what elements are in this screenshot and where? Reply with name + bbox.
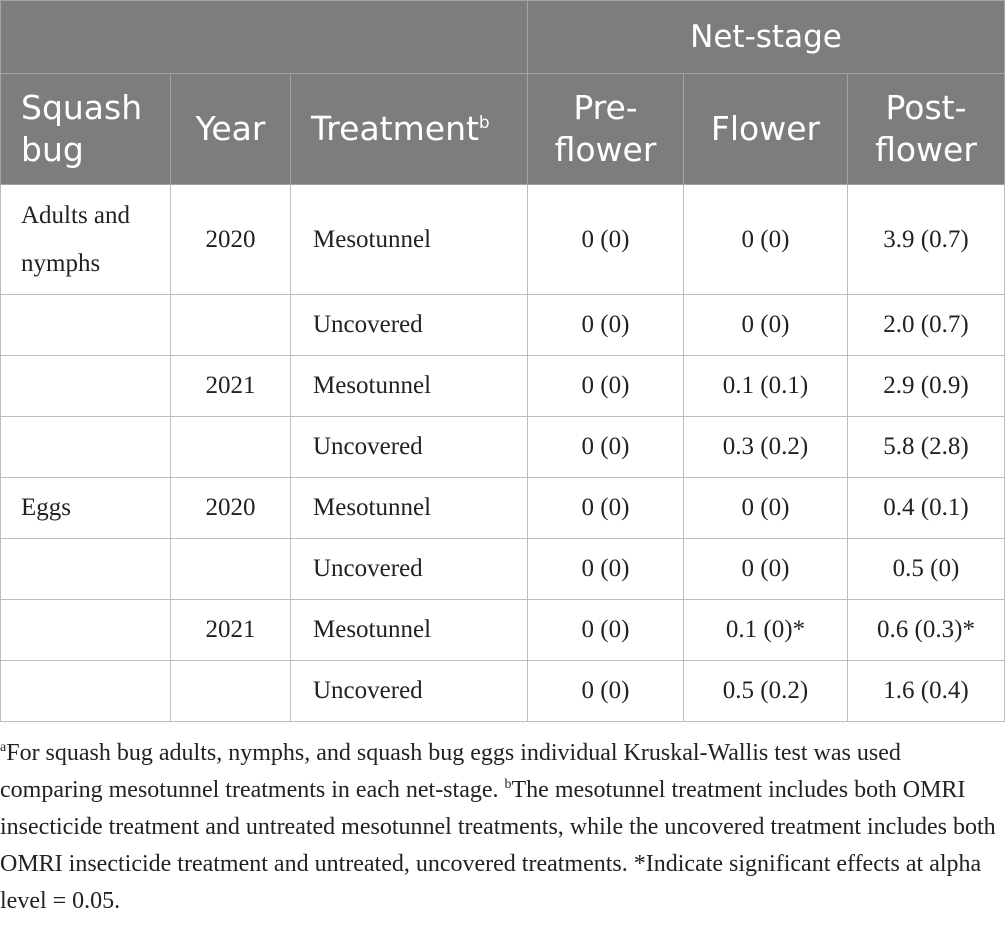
col-header-post-flower: Post-flower	[848, 74, 1005, 185]
footnote-a-marker: a	[0, 740, 7, 755]
cell-year: 2021	[171, 600, 291, 661]
col-header-treatment: Treatment$^b$	[291, 74, 528, 185]
header-band-row	[1, 1, 1005, 74]
cell-post-flower: 1.6 (0.4)	[848, 661, 1005, 722]
cell-year	[171, 295, 291, 356]
cell-treatment: Mesotunnel	[291, 185, 528, 295]
cell-treatment: Uncovered	[291, 661, 528, 722]
cell-pre-flower: 0 (0)	[528, 417, 684, 478]
table-footnote	[0, 735, 1000, 920]
cell-flower: 0 (0)	[684, 295, 848, 356]
cell-pre-flower: 0 (0)	[528, 356, 684, 417]
table-row	[1, 661, 1005, 722]
cell-flower: 0 (0)	[684, 539, 848, 600]
cell-squash-bug	[1, 356, 171, 417]
header-band-blank	[1, 1, 528, 74]
cell-year	[171, 661, 291, 722]
cell-squash-bug	[1, 539, 171, 600]
net-stage-header: Net-stage	[528, 1, 1005, 74]
cell-post-flower: 2.9 (0.9)	[848, 356, 1005, 417]
cell-post-flower: 0.5 (0)	[848, 539, 1005, 600]
cell-post-flower: 0.6 (0.3)*	[848, 600, 1005, 661]
cell-year: 2020	[171, 478, 291, 539]
table-row	[1, 478, 1005, 539]
cell-squash-bug	[1, 661, 171, 722]
cell-flower: 0.1 (0.1)	[684, 356, 848, 417]
cell-pre-flower: 0 (0)	[528, 539, 684, 600]
cell-year: 2020	[171, 185, 291, 295]
cell-squash-bug: Eggs	[1, 478, 171, 539]
cell-post-flower: 0.4 (0.1)	[848, 478, 1005, 539]
cell-pre-flower: 0 (0)	[528, 185, 684, 295]
cell-treatment: Uncovered	[291, 295, 528, 356]
cell-treatment: Mesotunnel	[291, 478, 528, 539]
cell-year: 2021	[171, 356, 291, 417]
cell-flower: 0 (0)	[684, 185, 848, 295]
cell-squash-bug	[1, 417, 171, 478]
footnote-b-text: The mesotunnel treatment includes both OMRI insecticide treatment and untreated mesotunnel treatments, while the uncovered treatment includes both OMRI insecticide treatment and untreated, uncovered treatments. *Indicate significant effects at alpha level = 0.05.	[0, 777, 996, 914]
table-row	[1, 356, 1005, 417]
cell-pre-flower: 0 (0)	[528, 478, 684, 539]
cell-flower: 0.1 (0)*	[684, 600, 848, 661]
cell-squash-bug: Adults and nymphs	[1, 185, 171, 295]
cell-treatment: Mesotunnel	[291, 356, 528, 417]
cell-post-flower: 2.0 (0.7)	[848, 295, 1005, 356]
cell-flower: 0.3 (0.2)	[684, 417, 848, 478]
cell-treatment: Uncovered	[291, 417, 528, 478]
cell-pre-flower: 0 (0)	[528, 600, 684, 661]
col-header-pre-flower: Pre-flower	[528, 74, 684, 185]
cell-squash-bug	[1, 600, 171, 661]
table-row	[1, 600, 1005, 661]
footnote-b-marker: b	[504, 777, 512, 792]
cell-treatment: Uncovered	[291, 539, 528, 600]
col-header-flower: Flower	[684, 74, 848, 185]
col-header-squash-bug: Squash bug	[1, 74, 171, 185]
cell-post-flower: 3.9 (0.7)	[848, 185, 1005, 295]
cell-treatment: Mesotunnel	[291, 600, 528, 661]
table-row	[1, 185, 1005, 295]
cell-year	[171, 417, 291, 478]
table-row	[1, 295, 1005, 356]
column-header-row	[1, 74, 1005, 185]
cell-squash-bug	[1, 295, 171, 356]
cell-pre-flower: 0 (0)	[528, 295, 684, 356]
table-row	[1, 539, 1005, 600]
treatment-footnote-marker: b	[478, 113, 490, 133]
cell-year	[171, 539, 291, 600]
col-header-year: Year	[171, 74, 291, 185]
footnote-a-text: For squash bug adults, nymphs, and squash bug eggs individual Kruskal-Wallis test was used comparing mesotunnel treatments in each net-stage.	[0, 740, 901, 803]
table-row	[1, 417, 1005, 478]
cell-flower: 0 (0)	[684, 478, 848, 539]
cell-post-flower: 5.8 (2.8)	[848, 417, 1005, 478]
cell-pre-flower: 0 (0)	[528, 661, 684, 722]
cell-flower: 0.5 (0.2)	[684, 661, 848, 722]
